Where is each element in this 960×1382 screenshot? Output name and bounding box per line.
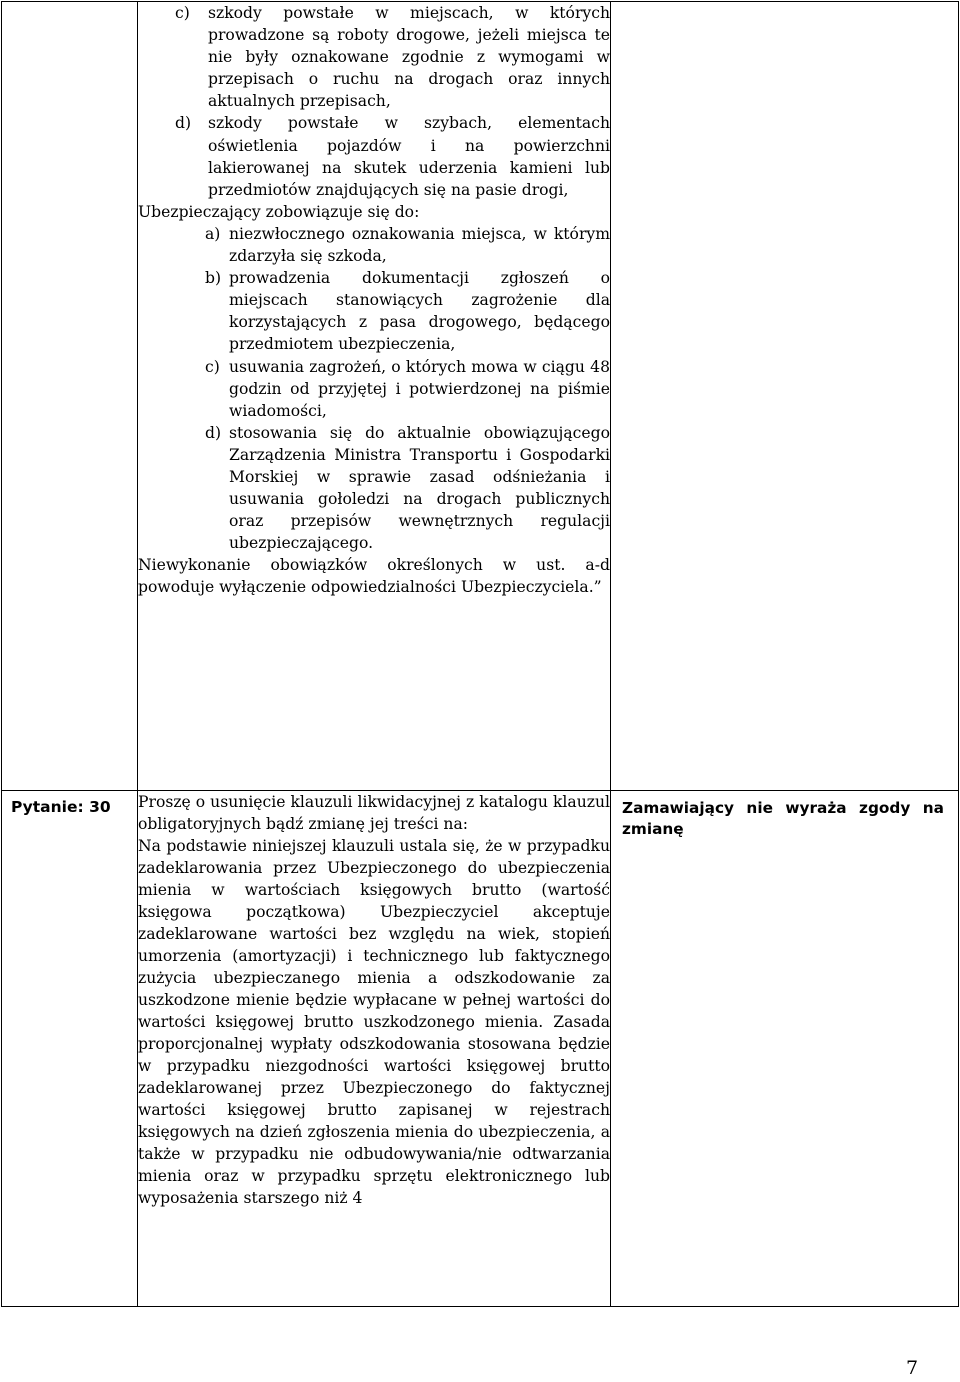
answer-text: Zamawiający nie wyraża zgody na zmianę xyxy=(622,799,944,838)
item-label: d) xyxy=(175,114,192,133)
question-text-cell xyxy=(138,791,611,1307)
answer-cell xyxy=(611,2,959,791)
question-proposed-text: Na podstawie niniejszej klauzuli ustala się, że w przypadku zadeklarowania przez Ubezpieczonego do ubezpieczenia mienia w wartościach księgowych brutto (wartość księgowa początkowa) Ubezpieczyciel akceptuje zadeklarowane wartości bez względu na wiek, stopień umorzenia (amortyzacji) i technicznego lub faktycznego zużycia ubezpieczanego mienia a odszkodowanie za uszkodzone mienie będzie wypłacane w pełnej wartości do wartości księgowej brutto uszkodzonego mienia. Zasada proporcjonalnej wypłaty odszkodowania stosowana będzie w przypadku niezgodności wartości księgowej brutto zadeklarowanej przez Ubezpieczonego do faktycznej wartości księgowej brutto zapisanej w rejestrach księgowych na dzień zgłoszenia mienia do ubezpieczenia, a także w przypadku nie odbudowywania/nie odtwarzania mienia oraz w przypadku sprzętu elektronicznego lub wyposażenia starszego niż 4 xyxy=(138,837,610,1207)
list-item xyxy=(138,112,610,200)
list-item xyxy=(138,356,610,422)
item-text: usuwania zagrożeń, o których mowa w ciągu 48 godzin od przyjętej i potwierdzonej na piśmie wiadomości, xyxy=(229,357,610,420)
question-request: Proszę o usunięcie klauzuli likwidacyjnej z katalogu klauzul obligatoryjnych bądź zmianę jej treści na: xyxy=(138,793,610,833)
question-text-cell xyxy=(138,2,611,791)
item-label: c) xyxy=(175,4,190,22)
question-label-cell xyxy=(2,791,138,1307)
question-label-cell xyxy=(2,2,138,791)
item-text: niezwłocznego oznakowania miejsca, w którym zdarzyła się szkoda, xyxy=(229,224,610,266)
questions-table xyxy=(1,1,959,1307)
closing-paragraph: Niewykonanie obowiązków określonych w ust. a-d powoduje wyłączenie odpowiedzialności Ubezpieczyciela.” xyxy=(138,556,610,597)
item-label: d) xyxy=(205,423,222,442)
item-label: b) xyxy=(205,269,222,288)
list-item xyxy=(138,422,610,555)
obligations-intro: Ubezpieczający zobowiązuje się do: xyxy=(138,202,420,221)
item-text: szkody powstałe w szybach, elementach oświetlenia pojazdów i na powierzchni lakierowanej na skutek uderzenia kamieni lub przedmiotów znajdujących się na pasie drogi, xyxy=(208,114,610,199)
item-text: szkody powstałe w miejscach, w których prowadzone są roboty drogowe, jeżeli miejsca te nie były oznakowane zgodnie z wymogami w przepisach o ruchu na drogach oraz innych aktualnych przepisach, xyxy=(208,4,610,111)
item-label: c) xyxy=(205,357,220,376)
item-text: prowadzenia dokumentacji zgłoszeń o miejscach stanowiących zagrożenie dla korzystających z pasa drogowego, będącego przedmiotem ubezpieczenia, xyxy=(229,269,610,354)
list-item xyxy=(138,267,610,355)
table-row xyxy=(2,791,959,1307)
table-row xyxy=(2,2,959,791)
page-number: 7 xyxy=(906,1357,919,1379)
list-item xyxy=(138,223,610,267)
answer-cell xyxy=(611,791,959,1307)
item-text: stosowania się do aktualnie obowiązującego Zarządzenia Ministra Transportu i Gospodarki Morskiej w sprawie zasad odśnieżania i usuwania gołoledzi na drogach publicznych oraz przepisów wewnętrznych regulacji ubezpieczającego. xyxy=(229,423,610,553)
item-label: a) xyxy=(205,224,221,243)
list-item xyxy=(138,2,610,112)
question-number: Pytanie: 30 xyxy=(11,798,111,816)
